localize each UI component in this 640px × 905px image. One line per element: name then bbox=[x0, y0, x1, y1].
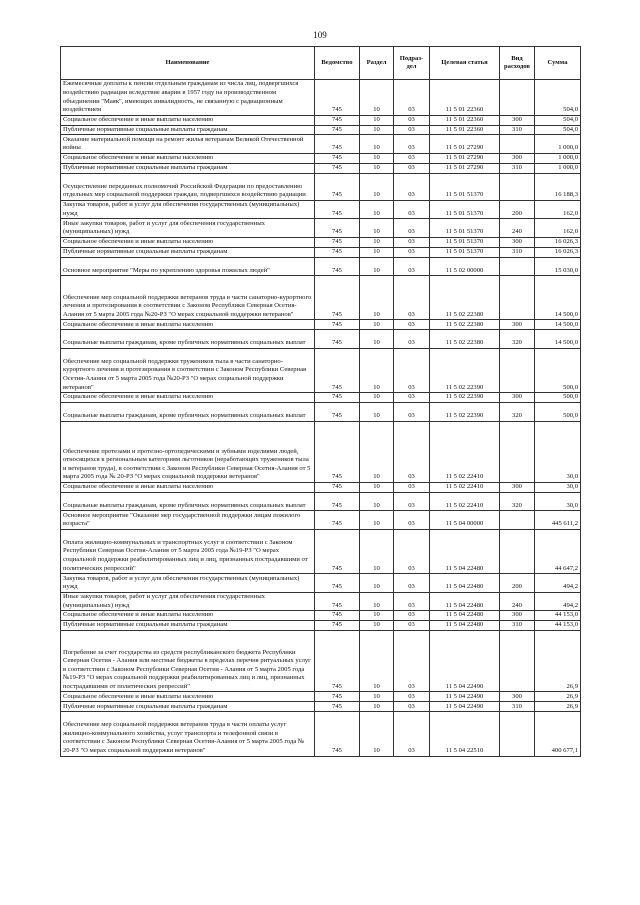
table-row bbox=[61, 511, 581, 530]
row-cel: 11 5 04 22490 bbox=[430, 702, 500, 712]
row-ved: 745 bbox=[315, 320, 360, 330]
row-razd: 10 bbox=[360, 257, 394, 276]
row-ved: 745 bbox=[315, 80, 360, 116]
row-podr: 03 bbox=[394, 163, 430, 173]
row-podr: 03 bbox=[394, 511, 430, 530]
row-podr: 03 bbox=[394, 621, 430, 631]
header-vid: Вид расходов bbox=[500, 47, 535, 80]
row-sum: 30,0 bbox=[535, 492, 581, 511]
table-row bbox=[61, 403, 581, 422]
table-row bbox=[61, 125, 581, 135]
row-razd: 10 bbox=[360, 125, 394, 135]
row-ved: 745 bbox=[315, 421, 360, 483]
row-vid: 320 bbox=[500, 403, 535, 422]
row-vid bbox=[500, 511, 535, 530]
row-razd: 10 bbox=[360, 330, 394, 349]
row-podr: 03 bbox=[394, 611, 430, 621]
row-sum: 44 153,0 bbox=[535, 621, 581, 631]
row-vid: 300 bbox=[500, 611, 535, 621]
row-cel: 11 5 04 22490 bbox=[430, 630, 500, 692]
row-cel: 11 5 04 22490 bbox=[430, 692, 500, 702]
row-razd: 10 bbox=[360, 702, 394, 712]
table-row bbox=[61, 276, 581, 320]
row-podr: 03 bbox=[394, 592, 430, 611]
row-cel: 11 5 01 51370 bbox=[430, 247, 500, 257]
row-name: Социальное обеспечение и иные выплаты населению bbox=[61, 237, 315, 247]
row-name: Социальные выплаты гражданам, кроме публичных нормативных социальных выплат bbox=[61, 492, 315, 511]
table-row bbox=[61, 529, 581, 573]
row-sum: 44 153,0 bbox=[535, 611, 581, 621]
row-vid bbox=[500, 529, 535, 573]
header-razd: Раздел bbox=[360, 47, 394, 80]
row-razd: 10 bbox=[360, 320, 394, 330]
row-ved: 745 bbox=[315, 173, 360, 200]
row-name: Социальное обеспечение и иные выплаты населению bbox=[61, 611, 315, 621]
row-ved: 745 bbox=[315, 200, 360, 219]
row-ved: 745 bbox=[315, 621, 360, 631]
row-podr: 03 bbox=[394, 393, 430, 403]
row-vid: 300 bbox=[500, 115, 535, 125]
row-vid bbox=[500, 348, 535, 392]
row-name: Оплата жилищно-коммунальных и транспортных услуг в соответствии с Законом Республики Северная Осетия-Алания от 5 марта 2005 года №19-РЗ "О мерах социальной поддержки реабилитированных лиц и лиц, признанных пострадавшими от политических репрессий" bbox=[61, 529, 315, 573]
row-ved: 745 bbox=[315, 692, 360, 702]
row-podr: 03 bbox=[394, 348, 430, 392]
header-podr: Подраз-дел bbox=[394, 47, 430, 80]
header-ved: Ведомство bbox=[315, 47, 360, 80]
table-row bbox=[61, 621, 581, 631]
row-razd: 10 bbox=[360, 712, 394, 756]
table-row bbox=[61, 574, 581, 593]
row-vid bbox=[500, 276, 535, 320]
table-row bbox=[61, 592, 581, 611]
row-sum: 14 500,0 bbox=[535, 276, 581, 320]
row-razd: 10 bbox=[360, 115, 394, 125]
row-vid bbox=[500, 135, 535, 154]
table-row bbox=[61, 173, 581, 200]
row-ved: 745 bbox=[315, 630, 360, 692]
row-name: Публичные нормативные социальные выплаты гражданам bbox=[61, 247, 315, 257]
row-podr: 03 bbox=[394, 115, 430, 125]
row-ved: 745 bbox=[315, 135, 360, 154]
row-name: Основное мероприятие "Меры по укреплению здоровья пожилых людей" bbox=[61, 257, 315, 276]
row-cel: 11 5 02 22390 bbox=[430, 403, 500, 422]
row-razd: 10 bbox=[360, 574, 394, 593]
row-name: Социальные выплаты гражданам, кроме публичных нормативных социальных выплат bbox=[61, 403, 315, 422]
row-razd: 10 bbox=[360, 153, 394, 163]
table-row bbox=[61, 237, 581, 247]
row-vid bbox=[500, 421, 535, 483]
table-row bbox=[61, 630, 581, 692]
row-cel: 11 5 01 27290 bbox=[430, 163, 500, 173]
row-name: Социальное обеспечение и иные выплаты населению bbox=[61, 483, 315, 493]
row-cel: 11 5 04 22510 bbox=[430, 712, 500, 756]
row-ved: 745 bbox=[315, 237, 360, 247]
table-row bbox=[61, 712, 581, 756]
row-cel: 11 5 02 22380 bbox=[430, 276, 500, 320]
row-cel: 11 5 04 22480 bbox=[430, 611, 500, 621]
row-cel: 11 5 01 27290 bbox=[430, 135, 500, 154]
row-razd: 10 bbox=[360, 421, 394, 483]
row-cel: 11 5 04 22480 bbox=[430, 621, 500, 631]
row-podr: 03 bbox=[394, 125, 430, 135]
table-row bbox=[61, 320, 581, 330]
row-sum: 14 500,0 bbox=[535, 320, 581, 330]
row-name: Оказание материальной помощи на ремонт жилья ветеранам Великой Отечественной войны bbox=[61, 135, 315, 154]
row-ved: 745 bbox=[315, 712, 360, 756]
row-sum: 1 000,0 bbox=[535, 163, 581, 173]
row-podr: 03 bbox=[394, 247, 430, 257]
row-ved: 745 bbox=[315, 702, 360, 712]
header-sum: Сумма bbox=[535, 47, 581, 80]
row-sum: 504,0 bbox=[535, 80, 581, 116]
table-row bbox=[61, 692, 581, 702]
row-sum: 1 000,0 bbox=[535, 153, 581, 163]
row-sum: 44 647,2 bbox=[535, 529, 581, 573]
table-row bbox=[61, 492, 581, 511]
table-row bbox=[61, 348, 581, 392]
row-sum: 500,0 bbox=[535, 348, 581, 392]
row-podr: 03 bbox=[394, 403, 430, 422]
row-sum: 30,0 bbox=[535, 483, 581, 493]
row-sum: 162,0 bbox=[535, 200, 581, 219]
row-razd: 10 bbox=[360, 492, 394, 511]
table-row bbox=[61, 153, 581, 163]
row-razd: 10 bbox=[360, 219, 394, 238]
row-vid bbox=[500, 80, 535, 116]
row-podr: 03 bbox=[394, 257, 430, 276]
row-name: Публичные нормативные социальные выплаты гражданам bbox=[61, 702, 315, 712]
row-sum: 15 030,0 bbox=[535, 257, 581, 276]
budget-table bbox=[60, 46, 581, 757]
table-row bbox=[61, 80, 581, 116]
row-razd: 10 bbox=[360, 611, 394, 621]
row-sum: 162,0 bbox=[535, 219, 581, 238]
table-row bbox=[61, 330, 581, 349]
row-vid: 300 bbox=[500, 692, 535, 702]
row-sum: 504,0 bbox=[535, 115, 581, 125]
table-row bbox=[61, 115, 581, 125]
row-sum: 494,2 bbox=[535, 574, 581, 593]
row-vid: 300 bbox=[500, 153, 535, 163]
row-name: Социальное обеспечение и иные выплаты населению bbox=[61, 115, 315, 125]
row-razd: 10 bbox=[360, 348, 394, 392]
row-razd: 10 bbox=[360, 135, 394, 154]
row-podr: 03 bbox=[394, 153, 430, 163]
row-vid: 200 bbox=[500, 200, 535, 219]
row-ved: 745 bbox=[315, 276, 360, 320]
row-ved: 745 bbox=[315, 403, 360, 422]
row-podr: 03 bbox=[394, 237, 430, 247]
row-name: Закупка товаров, работ и услуг для обеспечения государственных (муниципальных) нужд bbox=[61, 200, 315, 219]
row-cel: 11 5 02 22380 bbox=[430, 320, 500, 330]
row-ved: 745 bbox=[315, 163, 360, 173]
row-sum: 26,9 bbox=[535, 692, 581, 702]
table-row bbox=[61, 257, 581, 276]
row-ved: 745 bbox=[315, 611, 360, 621]
row-sum: 16 026,3 bbox=[535, 247, 581, 257]
row-sum: 400 677,1 bbox=[535, 712, 581, 756]
table-row bbox=[61, 702, 581, 712]
row-sum: 504,0 bbox=[535, 125, 581, 135]
row-cel: 11 5 01 51370 bbox=[430, 173, 500, 200]
row-vid: 240 bbox=[500, 219, 535, 238]
row-razd: 10 bbox=[360, 393, 394, 403]
row-podr: 03 bbox=[394, 712, 430, 756]
row-ved: 745 bbox=[315, 330, 360, 349]
row-razd: 10 bbox=[360, 529, 394, 573]
row-razd: 10 bbox=[360, 247, 394, 257]
row-cel: 11 5 02 22410 bbox=[430, 483, 500, 493]
row-sum: 445 611,2 bbox=[535, 511, 581, 530]
row-razd: 10 bbox=[360, 403, 394, 422]
row-name: Социальное обеспечение и иные выплаты населению bbox=[61, 153, 315, 163]
row-razd: 10 bbox=[360, 80, 394, 116]
row-vid: 320 bbox=[500, 330, 535, 349]
row-name: Ежемесячные доплаты к пенсии отдельным гражданам из числа лиц, подвергшихся воздействию радиации вследствие аварии в 1957 году на производственном объединении "Маяк", имеющих инвалидность, не связанную с радиационным воздействием bbox=[61, 80, 315, 116]
row-name: Основное мероприятие "Оказание мер государственной поддержки лицам пожилого возраста" bbox=[61, 511, 315, 530]
row-razd: 10 bbox=[360, 692, 394, 702]
row-podr: 03 bbox=[394, 574, 430, 593]
row-name: Погребение за счет государства из средств республиканского бюджета Республики Северная Осетия - Алания или местные бюджеты в пределах перечня ритуальных услуг в соответствии с Законом Республики Северная Осетия - Алания от 5 марта 2005 года №19-РЗ "О мерах социальной поддержки реабилитированных лиц и лиц, признанных пострадавшими от политических репрессий" bbox=[61, 630, 315, 692]
table-row bbox=[61, 163, 581, 173]
row-podr: 03 bbox=[394, 80, 430, 116]
row-vid: 300 bbox=[500, 393, 535, 403]
row-vid bbox=[500, 173, 535, 200]
row-name: Иные закупки товаров, работ и услуг для обеспечения государственных (муниципальных) нужд bbox=[61, 592, 315, 611]
page-number: 109 bbox=[313, 30, 327, 40]
row-ved: 745 bbox=[315, 219, 360, 238]
row-podr: 03 bbox=[394, 135, 430, 154]
row-sum: 494,2 bbox=[535, 592, 581, 611]
row-name: Закупка товаров, работ и услуг для обеспечения государственных (муниципальных) нужд bbox=[61, 574, 315, 593]
row-cel: 11 5 02 22390 bbox=[430, 393, 500, 403]
row-ved: 745 bbox=[315, 574, 360, 593]
table-header-row bbox=[61, 47, 581, 80]
row-cel: 11 5 02 22390 bbox=[430, 348, 500, 392]
row-podr: 03 bbox=[394, 702, 430, 712]
row-razd: 10 bbox=[360, 163, 394, 173]
row-sum: 500,0 bbox=[535, 393, 581, 403]
row-sum: 16 188,3 bbox=[535, 173, 581, 200]
row-cel: 11 5 02 22410 bbox=[430, 421, 500, 483]
row-vid: 310 bbox=[500, 702, 535, 712]
header-name: Наименование bbox=[61, 47, 315, 80]
row-sum: 1 000,0 bbox=[535, 135, 581, 154]
row-razd: 10 bbox=[360, 200, 394, 219]
row-sum: 26,9 bbox=[535, 630, 581, 692]
row-vid: 240 bbox=[500, 592, 535, 611]
row-name: Социальные выплаты гражданам, кроме публичных нормативных социальных выплат bbox=[61, 330, 315, 349]
table-row bbox=[61, 483, 581, 493]
row-razd: 10 bbox=[360, 237, 394, 247]
row-vid: 310 bbox=[500, 125, 535, 135]
row-ved: 745 bbox=[315, 257, 360, 276]
row-sum: 14 500,0 bbox=[535, 330, 581, 349]
row-name: Иные закупки товаров, работ и услуг для обеспечения государственных (муниципальных) нужд bbox=[61, 219, 315, 238]
row-podr: 03 bbox=[394, 692, 430, 702]
row-cel: 11 5 04 22480 bbox=[430, 574, 500, 593]
row-cel: 11 5 01 51370 bbox=[430, 200, 500, 219]
row-ved: 745 bbox=[315, 115, 360, 125]
row-name: Обеспечение протезами и протезно-ортопедическими и зубными изделиями людей, относящихся к региональным категориям льготников (неработающих тружеников тыла и ветеранов труда), в соответствии с Законом Республики Северная Осетия-Алания от 5 марта 2005 года № 20-РЗ "О мерах социальной поддержки ветеранов" bbox=[61, 421, 315, 483]
row-ved: 745 bbox=[315, 348, 360, 392]
row-name: Социальное обеспечение и иные выплаты населению bbox=[61, 320, 315, 330]
row-podr: 03 bbox=[394, 330, 430, 349]
row-podr: 03 bbox=[394, 200, 430, 219]
row-sum: 30,0 bbox=[535, 421, 581, 483]
row-ved: 745 bbox=[315, 393, 360, 403]
row-razd: 10 bbox=[360, 511, 394, 530]
row-cel: 11 5 01 51370 bbox=[430, 237, 500, 247]
row-cel: 11 5 02 22380 bbox=[430, 330, 500, 349]
row-name: Осуществление переданных полномочий Российской Федерации по предоставлению отдельных мер социальной поддержки граждан, подвергшихся воздействию радиации bbox=[61, 173, 315, 200]
row-podr: 03 bbox=[394, 219, 430, 238]
row-ved: 745 bbox=[315, 511, 360, 530]
row-cel: 11 5 04 22480 bbox=[430, 592, 500, 611]
row-name: Обеспечение мер социальной поддержки тружеников тыла в части санаторно-курортного лечения и протезирования в соответствии с Законом Республики Северная Осетия-Алания от 5 марта 2005 года №20-РЗ "О мерах социальной поддержки ветеранов" bbox=[61, 348, 315, 392]
row-cel: 11 5 02 22410 bbox=[430, 492, 500, 511]
row-cel: 11 5 01 51370 bbox=[430, 219, 500, 238]
row-razd: 10 bbox=[360, 276, 394, 320]
row-podr: 03 bbox=[394, 483, 430, 493]
row-vid: 320 bbox=[500, 492, 535, 511]
row-cel: 11 5 01 22360 bbox=[430, 80, 500, 116]
row-ved: 745 bbox=[315, 125, 360, 135]
row-vid: 300 bbox=[500, 483, 535, 493]
row-cel: 11 5 04 00000 bbox=[430, 511, 500, 530]
row-vid: 310 bbox=[500, 621, 535, 631]
row-name: Публичные нормативные социальные выплаты гражданам bbox=[61, 125, 315, 135]
row-ved: 745 bbox=[315, 529, 360, 573]
row-podr: 03 bbox=[394, 320, 430, 330]
row-name: Обеспечение мер социальной поддержки ветеранов труда в части санаторно-курортного лечения и протезирования в соответствии с Законом Республики Северная Осетия-Алания от 5 марта 2005 года №20-РЗ "О мерах социальной поддержки ветеранов" bbox=[61, 276, 315, 320]
row-vid: 310 bbox=[500, 247, 535, 257]
row-podr: 03 bbox=[394, 529, 430, 573]
row-razd: 10 bbox=[360, 483, 394, 493]
row-podr: 03 bbox=[394, 421, 430, 483]
row-ved: 745 bbox=[315, 247, 360, 257]
table-row bbox=[61, 219, 581, 238]
row-cel: 11 5 02 00000 bbox=[430, 257, 500, 276]
table-row bbox=[61, 421, 581, 483]
row-cel: 11 5 04 22480 bbox=[430, 529, 500, 573]
row-ved: 745 bbox=[315, 492, 360, 511]
row-cel: 11 5 01 22360 bbox=[430, 125, 500, 135]
table-row bbox=[61, 393, 581, 403]
row-ved: 745 bbox=[315, 153, 360, 163]
row-podr: 03 bbox=[394, 492, 430, 511]
row-name: Социальное обеспечение и иные выплаты населению bbox=[61, 692, 315, 702]
row-sum: 26,9 bbox=[535, 702, 581, 712]
row-vid bbox=[500, 630, 535, 692]
table-row bbox=[61, 135, 581, 154]
row-sum: 500,0 bbox=[535, 403, 581, 422]
table-row bbox=[61, 247, 581, 257]
row-vid: 300 bbox=[500, 320, 535, 330]
row-podr: 03 bbox=[394, 630, 430, 692]
row-podr: 03 bbox=[394, 173, 430, 200]
row-vid bbox=[500, 712, 535, 756]
row-name: Социальное обеспечение и иные выплаты населению bbox=[61, 393, 315, 403]
row-razd: 10 bbox=[360, 173, 394, 200]
row-name: Публичные нормативные социальные выплаты гражданам bbox=[61, 163, 315, 173]
table-row bbox=[61, 200, 581, 219]
row-sum: 16 026,3 bbox=[535, 237, 581, 247]
row-ved: 745 bbox=[315, 483, 360, 493]
header-cel: Целевая статья bbox=[430, 47, 500, 80]
table-row bbox=[61, 611, 581, 621]
table-body bbox=[61, 80, 581, 757]
row-vid: 200 bbox=[500, 574, 535, 593]
row-ved: 745 bbox=[315, 592, 360, 611]
row-razd: 10 bbox=[360, 621, 394, 631]
row-name: Публичные нормативные социальные выплаты гражданам bbox=[61, 621, 315, 631]
row-razd: 10 bbox=[360, 630, 394, 692]
row-cel: 11 5 01 22360 bbox=[430, 115, 500, 125]
row-vid bbox=[500, 257, 535, 276]
row-cel: 11 5 01 27290 bbox=[430, 153, 500, 163]
row-vid: 300 bbox=[500, 237, 535, 247]
row-podr: 03 bbox=[394, 276, 430, 320]
row-razd: 10 bbox=[360, 592, 394, 611]
row-vid: 310 bbox=[500, 163, 535, 173]
row-name: Обеспечение мер социальной поддержки ветеранов труда в части оплаты услуг жилищно-коммунального хозяйства, услуг транспорта и телефонной связи в соответствии с Законом Республики Северная Осетия-Алания от 5 марта 2005 года № 20-РЗ "О мерах социальной поддержки ветеранов" bbox=[61, 712, 315, 756]
